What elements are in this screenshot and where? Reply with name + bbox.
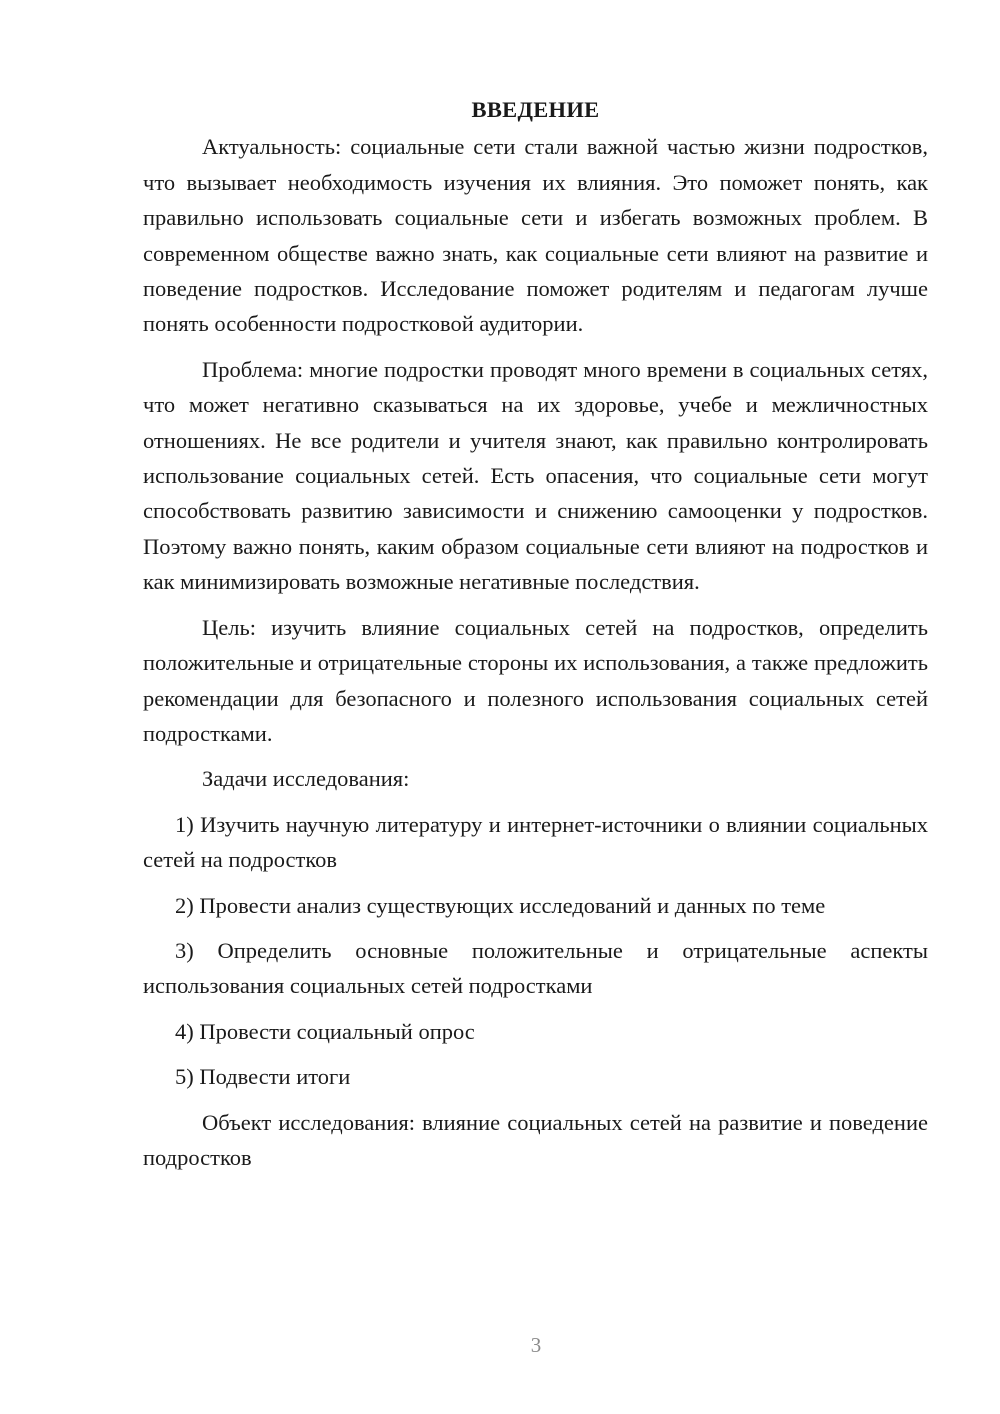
task-item-5: 5) Подвести итоги: [175, 1064, 351, 1090]
problem-paragraph: Проблема: многие подростки проводят много времени в социальных сетях, что может негативно сказываться на их здоровье, учебе и межличностных отношениях. Не все родители и учителя знают, как правильно контролировать использование социальных сетей. Есть опасения, что социальные сети могут способствовать развитию зависимости и снижению самооценки у подростков. Поэтому важно понять, каким образом социальные сети влияют на подростков и как минимизировать возможные негативные последствия.: [143, 356, 928, 595]
task-item-2: 2) Провести анализ существующих исследований и данных по теме: [175, 892, 826, 918]
task-item-1: 1) Изучить научную литературу и интернет-источники о влиянии социальных сетей на подростков: [143, 811, 928, 873]
section-heading: ВВЕДЕНИЕ: [471, 97, 600, 122]
goal-paragraph: Цель: изучить влияние социальных сетей на подростков, определить положительные и отрицательные стороны их использования, а также предложить рекомендации для безопасного и полезного использования социальных сетей подростками.: [143, 614, 928, 746]
document-page: [143, 92, 928, 1185]
tasks-heading: Задачи исследования:: [202, 766, 410, 792]
task-item-4: 4) Провести социальный опрос: [175, 1018, 475, 1044]
relevance-paragraph: Актуальность: социальные сети стали важной частью жизни подростков, что вызывает необходимость изучения их влияния. Это поможет понять, как правильно использовать социальные сети и избегать возможных проблем. В современном обществе важно знать, как социальные сети влияют на развитие и поведение подростков. Исследование поможет родителям и педагогам лучше понять особенности подростковой аудитории.: [143, 134, 928, 337]
page-number: 3: [530, 1333, 542, 1357]
task-item-3: 3) Определить основные положительные и отрицательные аспекты использования социальных сетей подростками: [143, 937, 928, 999]
object-paragraph: Объект исследования: влияние социальных сетей на развитие и поведение подростков: [143, 1109, 928, 1170]
